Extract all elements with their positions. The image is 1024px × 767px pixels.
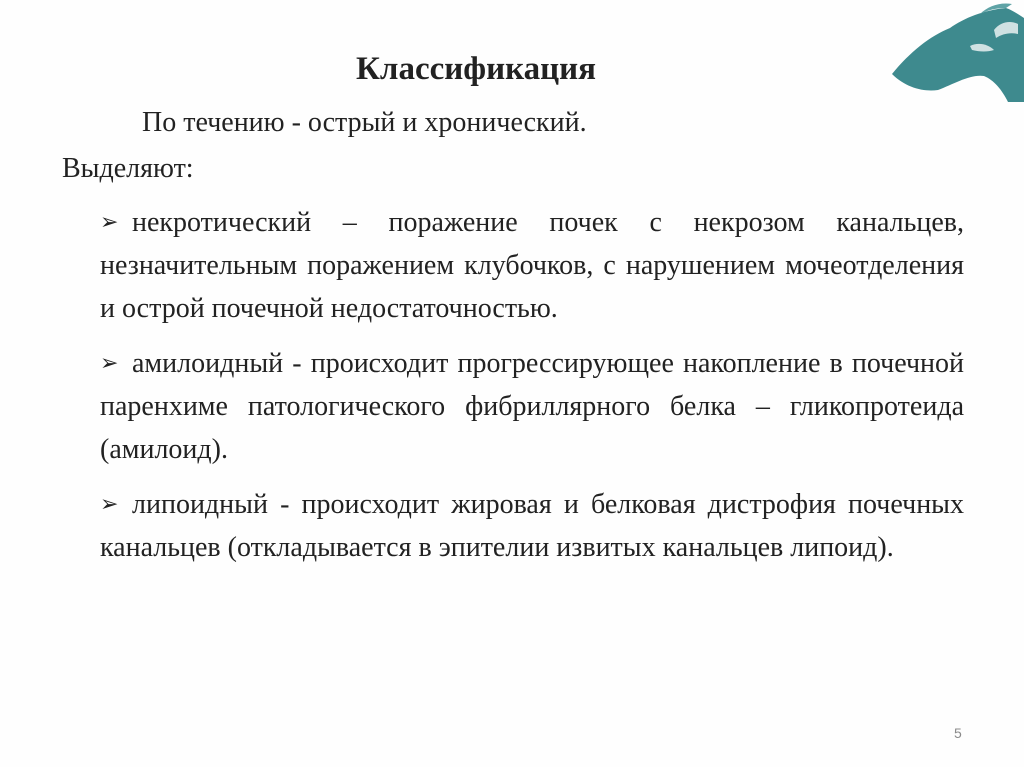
page-number: 5 [954,725,962,741]
bullet-text: некротический – поражение почек с некрозом канальцев, незначительным поражением клубочков, с нарушением мочеотделения и острой почечной недостаточностью. [100,207,964,324]
bullet-item [100,200,964,330]
slide-title: Классификация [356,51,596,87]
arrow-bullet-icon: ➢ [100,350,119,375]
bullet-text: липоидный - происходит жировая и белковая дистрофия почечных канальцев (откладывается в эпителии извитых канальцев липоид). [100,489,964,563]
bullet-text: амилоидный - происходит прогрессирующее накопление в почечной паренхиме патологического фибриллярного белка – гликопротеида (амилоид). [100,348,964,465]
arrow-bullet-icon: ➢ [100,491,119,516]
bullet-item [100,482,964,569]
bullet-item [100,341,964,471]
lead-text: Выделяют: [62,153,194,184]
subtitle-text: По течению - острый и хронический. [142,107,587,138]
arrow-bullet-icon: ➢ [100,209,119,234]
bullet-list [100,200,964,580]
